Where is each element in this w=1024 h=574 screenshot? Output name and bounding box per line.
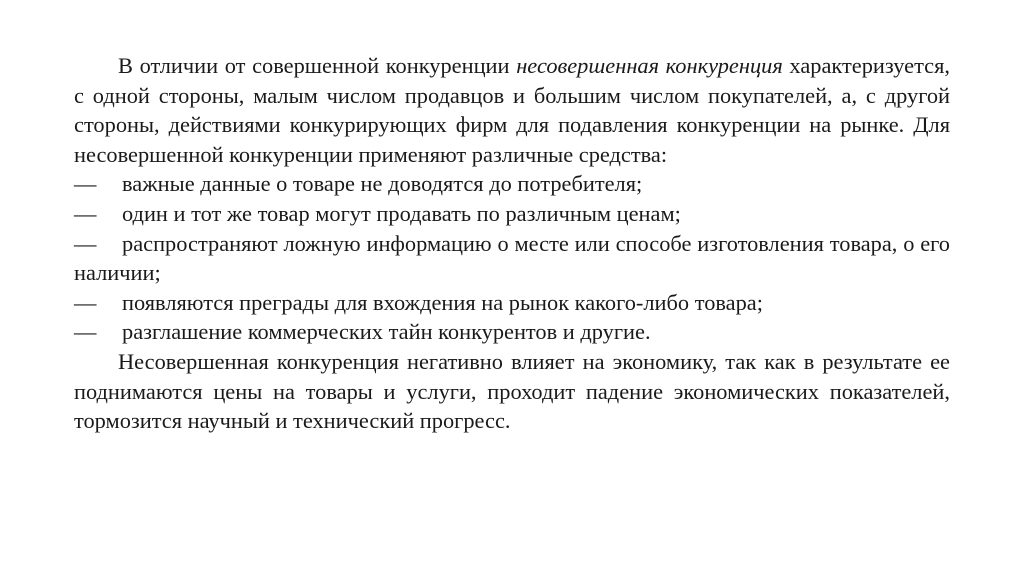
dash-marker: —: [74, 171, 97, 197]
list-item: [74, 288, 950, 318]
intro-paragraph: [74, 51, 950, 169]
dash-marker: —: [74, 230, 97, 256]
intro-text-start: В отличии от совершенной конкуренции: [118, 53, 517, 78]
dash-marker: —: [74, 319, 97, 345]
intro-text-end: характеризуется, с одной стороны, малым числом продавцов и большим числом покупателей, а, с другой стороны, действиями конкурирующих фирм для подавления конкуренции на рынке. Для несовершенной конкуренции применяют различные средства:: [74, 53, 950, 167]
slide-body: [74, 51, 950, 436]
list-item: [74, 317, 950, 347]
list-item: [74, 199, 950, 229]
means-list: [74, 169, 950, 347]
list-item: [74, 169, 950, 199]
intro-emphasis: несовершенная конкуренция: [516, 53, 783, 78]
list-item-text: один и тот же товар могут продавать по различным ценам;: [122, 200, 681, 226]
list-item-text: важные данные о товаре не доводятся до потребителя;: [122, 171, 643, 197]
dash-marker: —: [74, 289, 97, 315]
list-item: [74, 229, 950, 288]
list-item-text: разглашение коммерческих тайн конкурентов и другие.: [122, 319, 651, 345]
list-item-text: появляются преграды для вхождения на рынок какого-либо товара;: [122, 289, 763, 315]
conclusion-paragraph: Несовершенная конкуренция негативно влияет на экономику, так как в результате ее поднимаются цены на товары и услуги, проходит падение экономических показателей, тормозится научный и технический прогресс.: [74, 348, 950, 434]
dash-marker: —: [74, 200, 97, 226]
list-item-text: распространяют ложную информацию о месте или способе изготовления товара, о его наличии;: [74, 230, 950, 286]
